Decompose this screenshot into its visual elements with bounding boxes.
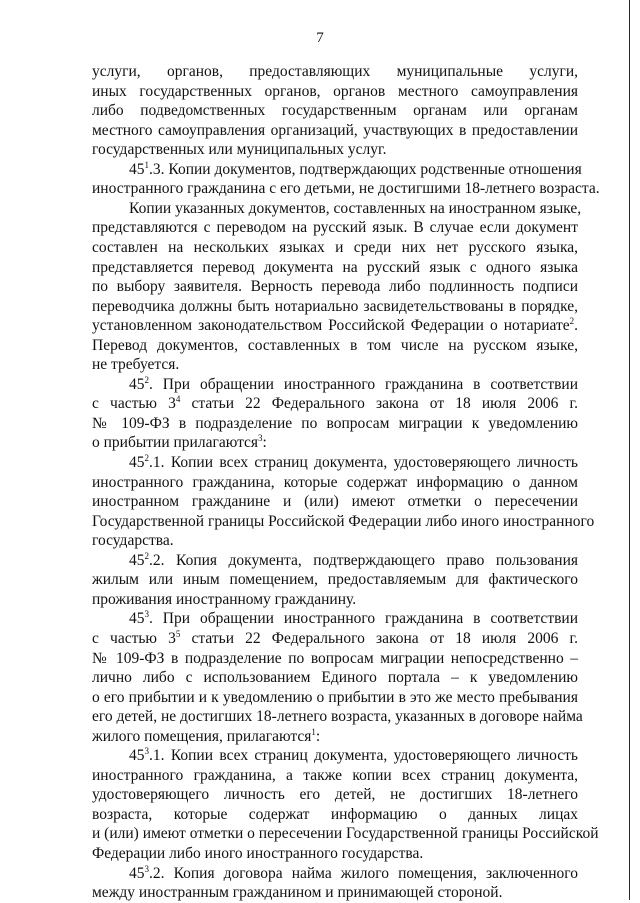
text-line — [92, 531, 578, 551]
text-run: проживания иностранному гражданину. — [92, 590, 357, 608]
text-line — [92, 394, 578, 414]
text-run: № 109-ФЗ в подразделение по вопросам миграции к уведомлению — [92, 414, 578, 432]
text-line — [92, 101, 578, 121]
page-number: 7 — [316, 30, 324, 46]
scan-edge-line — [629, 0, 630, 900]
text-line — [92, 668, 578, 688]
text-line — [92, 727, 578, 747]
text-line — [92, 414, 578, 434]
text-line — [129, 159, 582, 180]
text-run: .1. Копии всех страниц документа, удостоверяющего личность — [149, 454, 578, 471]
text-run: Копии указанных документов, составленных на иностранном языке, — [129, 199, 582, 217]
text-run: . — [574, 317, 578, 335]
footnote-marker: 2 — [569, 316, 575, 327]
text-run: государственных или муниципальных услуг. — [92, 141, 387, 159]
text-run: Федерации либо иного иностранного государства. — [92, 845, 424, 862]
text-run: между иностранным гражданином и принимающей стороной. — [92, 884, 503, 902]
footnote-marker: 1 — [311, 726, 316, 737]
footnote-marker: 1 — [144, 159, 149, 170]
text-line — [92, 590, 578, 610]
text-run: не требуется. — [92, 356, 180, 374]
text-run: Государственной границы Российской Федерации либо иного иностранного — [92, 512, 595, 530]
text-line — [92, 336, 578, 356]
text-line — [92, 883, 578, 903]
text-line — [92, 62, 578, 82]
text-run: 45 — [129, 747, 145, 765]
text-run: статьи 22 Федерального закона от 18 июля 2006 г. — [180, 395, 579, 413]
text-line — [92, 433, 578, 453]
text-run: жилым или иным помещением, предоставляемым для фактического — [92, 571, 578, 589]
text-line — [129, 864, 578, 884]
text-run: местного самоуправления организаций, участвующих в предоставлении — [92, 121, 578, 139]
text-line — [129, 746, 578, 766]
text-line — [129, 375, 578, 395]
text-run: .2. Копия документа, подтверждающего право пользования — [149, 551, 578, 569]
footnote-marker: 3 — [144, 746, 149, 757]
text-run: 45 — [129, 551, 145, 569]
text-run: с частью 3 — [92, 629, 176, 647]
text-run: . При обращении иностранного гражданина в соответствии — [149, 375, 578, 393]
text-run: .1. Копии всех страниц документа, удостоверяющего личность — [149, 747, 578, 765]
text-run: 45 — [129, 375, 145, 393]
text-line — [92, 570, 578, 590]
text-run: иностранном гражданине и (или) имеют отметки о пересечении — [92, 493, 578, 511]
footnote-marker: 2 — [144, 374, 149, 385]
text-line — [92, 629, 578, 649]
text-line — [92, 785, 578, 805]
text-line — [129, 551, 578, 571]
text-run: составлен на нескольких языках и среди них нет русского языка, — [92, 238, 578, 256]
text-run: иностранного гражданина, а также копии всех страниц документа, — [92, 766, 578, 784]
text-run: либо подведомственных государственным органам или органам — [92, 102, 578, 120]
text-run: иных государственных органов, органов местного самоуправления — [92, 82, 578, 100]
text-run: услуги, органов, предоставляющих муниципальные услуги, — [92, 63, 578, 80]
text-line — [92, 121, 578, 141]
text-run: и (или) имеют отметки о пересечении Государственной границы Российской — [92, 825, 599, 843]
text-line — [92, 316, 578, 336]
text-run: жилого помещения, прилагаются — [92, 727, 312, 745]
text-run: 45 — [129, 454, 145, 471]
text-line — [92, 82, 578, 102]
text-run: о его прибытии и к уведомлению о прибытии в это же место пребывания — [92, 688, 578, 706]
text-line — [92, 258, 578, 278]
footnote-marker: 3 — [144, 609, 149, 620]
text-run: с частью 3 — [92, 395, 176, 413]
text-line — [92, 707, 583, 727]
text-run: 45 — [129, 610, 145, 628]
text-line — [92, 512, 595, 532]
footnote-marker: 4 — [175, 394, 181, 405]
text-line — [92, 473, 578, 493]
footnote-marker: 2 — [144, 453, 149, 463]
text-run: лично либо с использованием Единого портала – к уведомлению — [92, 669, 578, 687]
text-run: статьи 22 Федерального закона от 18 июля 2006 г. — [180, 629, 579, 647]
text-line — [92, 218, 578, 238]
text-run: 45 — [129, 160, 145, 178]
text-run: удостоверяющего личность его детей, не достигших 18-летнего — [92, 786, 578, 804]
text-run: 45 — [129, 864, 145, 882]
text-run: : — [262, 434, 267, 452]
text-line — [92, 297, 578, 317]
footnote-marker: 2 — [144, 550, 149, 561]
text-line — [129, 609, 578, 629]
text-line — [92, 649, 578, 669]
footnote-marker: 5 — [175, 628, 181, 639]
text-run: .3. Копии документов, подтверждающих родственные отношения — [149, 160, 582, 178]
text-run: его детей, не достигших 18-летнего возраста, указанных в договоре найма — [92, 708, 583, 726]
text-line — [92, 766, 578, 786]
text-run: представляются с переводом на русский язык. В случае если документ — [92, 219, 578, 237]
text-run: о прибытии прилагаются — [92, 434, 259, 452]
text-run: возраста, которые содержат информацию о данных лицах — [92, 805, 578, 823]
text-run: по выбору заявителя. Верность перевода либо подлинность подписи — [92, 278, 578, 296]
text-line — [129, 199, 582, 219]
text-line — [92, 140, 578, 160]
text-run: .2. Копия договора найма жилого помещения, заключенного — [149, 864, 578, 882]
text-run: установленном законодательством Российской Федерации о нотариате — [92, 317, 570, 335]
text-run: № 109-ФЗ в подразделение по вопросам миграции непосредственно – — [92, 649, 578, 667]
footnote-marker: 3 — [258, 433, 263, 444]
text-run: представляется перевод документа на русский язык с одного языка — [92, 258, 578, 276]
text-line — [92, 805, 578, 825]
text-line — [129, 453, 578, 473]
text-line — [92, 844, 578, 864]
text-line — [92, 492, 578, 512]
text-run: : — [315, 727, 321, 745]
text-line — [92, 277, 578, 297]
text-line — [92, 824, 599, 844]
text-line — [92, 238, 578, 258]
text-line — [92, 179, 600, 199]
text-run: иностранного гражданина с его детьми, не достигшими 18-летнего возраста. — [92, 180, 600, 198]
text-run: Перевод документов, составленных в том числе на русском языке, — [92, 336, 578, 354]
footnote-marker: 3 — [144, 863, 149, 874]
text-run: переводчика должны быть нотариально засвидетельствованы в порядке, — [92, 297, 578, 315]
text-run: . При обращении иностранного гражданина в соответствии — [149, 610, 578, 628]
text-run: иностранного гражданина, которые содержат информацию о данном — [92, 473, 578, 491]
text-line — [92, 355, 578, 375]
text-line — [92, 688, 578, 708]
text-run: государства. — [92, 532, 174, 550]
